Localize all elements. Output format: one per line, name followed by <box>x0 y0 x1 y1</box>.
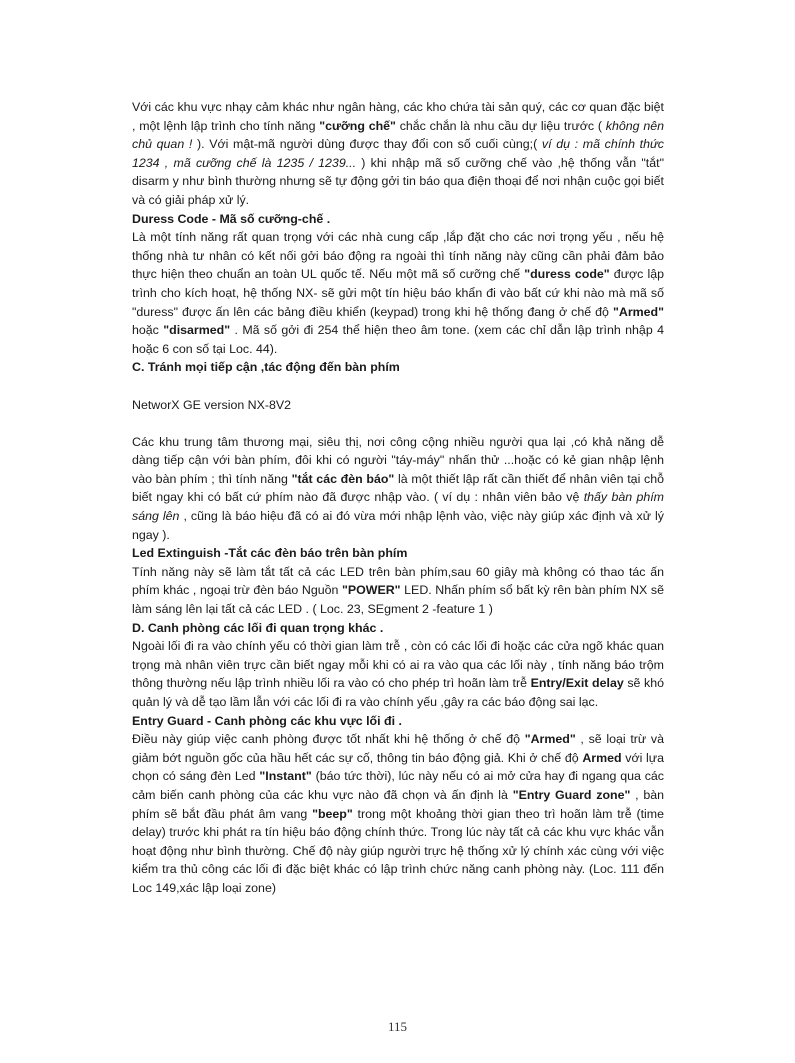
paragraph-duress-code: Là một tính năng rất quan trọng với các nhà cung cấp ,lắp đặt cho các nơi trọng yếu , nếu hệ thống nhà tư nhân có kết nối gởi báo động ra ngoài thì tính năng này cũng cần phải đảm bảo thực hiện theo chuẩn an toàn UL quốc tế. Nếu một mã số cưỡng chế "duress code" được lập trình cho kích hoạt, hệ thống NX- sẽ gửi một tín hiệu báo khẩn đi vào bất cứ khi nào mà mã số "duress" được ấn lên các bảng điều khiển (keypad) trong khi hệ thống đang ở chế độ "Armed" hoặc "disarmed" . Mã số gởi đi 254 thể hiện theo âm tone. (xem các chỉ dẫn lập trình nhập 4 hoặc 6 con số tại Loc. 44). <box>132 230 664 356</box>
paragraph-entry-guard: Điều này giúp việc canh phòng được tốt nhất khi hệ thống ở chế độ "Armed" , sẽ loại trừ và giảm bớt nguồn gốc của hầu hết các sự cố, thông tin báo động giả. Khi ở chế độ Armed với lựa chọn có sáng đèn Led "Instant" (báo tức thời), lúc này nếu có ai mở cửa hay đi ngang qua các cảm biến canh phòng của các khu vực nào đã chọn và ấn định là "Entry Guard zone" , bàn phím sẽ bắt đầu phát âm vang "beep" trong một khoảng thời gian theo trì hoãn làm trễ (time delay) trước khi phát ra tín hiệu báo động chính thức. Trong lúc này tất cả các khu vực khác vẫn hoạt động như bình thường. Chế độ này giúp người trực hệ thống xử lý chính xác cùng với việc kiểm tra thủ công các lối đi đặc biệt khác có lập trình chức năng canh phòng này. (Loc. 111 đến Loc 149,xác lập loại zone) <box>132 732 665 895</box>
heading-section-d: D. Canh phòng các lối đi quan trọng khác . <box>132 620 384 635</box>
model-version-line: NetworX GE version NX-8V2 <box>132 397 292 412</box>
paragraph-duress-intro: Với các khu vực nhạy cảm khác như ngân hàng, các kho chứa tài sản quý, các cơ quan đặc biệt , một lệnh lập trình cho tính năng "cưỡng chế" chắc chắn là nhu cầu dự liệu trước ( không nên chủ quan ! ). Với mật-mã người dùng được thay đổi con số cuối cùng;( ví dụ : mã chính thức 1234 , mã cưỡng chế là 1235 / 1239... ) khi nhập mã số cưỡng chế vào ,hệ thống vẫn "tắt" disarm y như bình thường nhưng sẽ tự động gởi tin báo qua điện thoại để nơi nhận cuộc gọi biết và có giải pháp xử lý. <box>132 100 665 207</box>
page-body <box>132 98 664 898</box>
heading-duress-code: Duress Code - Mã số cưỡng-chế . <box>132 211 331 226</box>
paragraph-exit-routes: Ngoài lối đi ra vào chính yếu có thời gian làm trễ , còn có các lối đi hoặc các cửa ngõ khác quan trọng mà nhân viên trực cần biết ngay mỗi khi có ai ra vào qua các lối này , tính năng báo trộm thông thường nếu lập trình nhiều lối ra vào có cho phép trì hoãn làm trễ Entry/Exit delay sẽ khó quản lý và dễ tạo lầm lẫn với các lối đi ra vào chính yếu ,gây ra các báo động sai lạc. <box>132 639 665 709</box>
heading-led-extinguish: Led Extinguish -Tắt các đèn báo trên bàn phím <box>132 546 408 561</box>
heading-entry-guard: Entry Guard - Canh phòng các khu vực lối đi . <box>132 713 402 728</box>
paragraph-led-extinguish: Tính năng này sẽ làm tắt tất cả các LED trên bàn phím,sau 60 giây mà không có thao tác ấn phím khác , ngoại trừ đèn báo Nguồn "POWER" LED. Nhấn phím sổ bất kỳ rên bàn phím NX sẽ làm sáng lên lại tất cả các LED . ( Loc. 23, SEgment 2 -feature 1 ) <box>132 564 664 617</box>
spacer <box>132 377 664 396</box>
page-number: 115 <box>387 1019 408 1034</box>
heading-section-c: C. Tránh mọi tiếp cận ,tác động đến bàn phím <box>132 360 400 375</box>
spacer <box>132 414 664 433</box>
paragraph-keypad-access: Các khu trung tâm thương mại, siêu thị, nơi công cộng nhiều người qua lại ,có khả năng dễ dàng tiếp cận với bàn phím, đôi khi có người "táy-máy" nhấn thử ...hoặc có kẻ gian nhập lệnh vào bàn phím ; thì tính năng "tắt các đèn báo" là một thiết lập rất cần thiết để nhân viên tại chỗ biết ngay khi có bất cứ phím nào đã được nhập vào. ( ví dụ : nhân viên bảo vệ thấy bàn phím sáng lên , cũng là báo hiệu đã có ai đó vừa mới nhập lệnh vào, việc này giúp xác định và xử lý ngay ). <box>132 434 665 542</box>
